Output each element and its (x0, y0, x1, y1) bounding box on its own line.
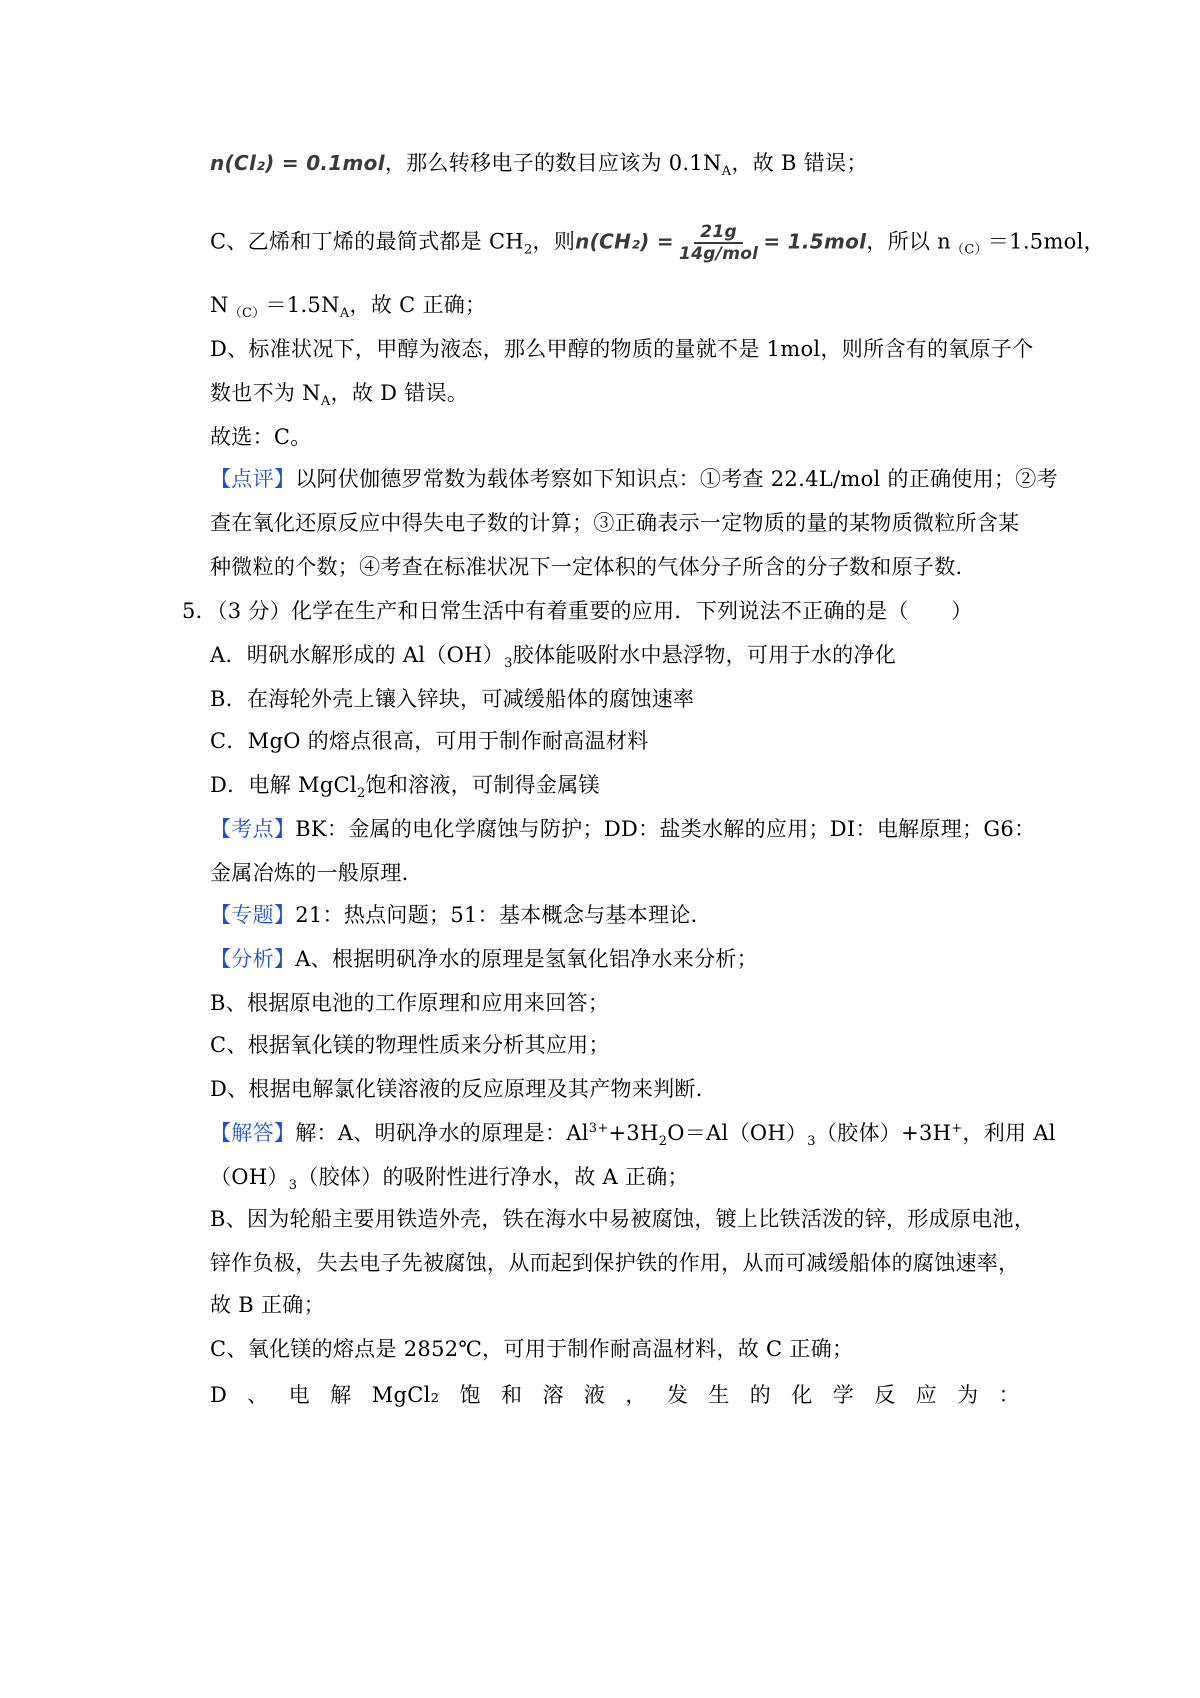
fenxi-line: 【分析】A、根据明矾净水的原理是氢氧化铝净水来分析； (210, 947, 758, 971)
text-line: C、根据氧化镁的物理性质来分析其应用； (210, 1033, 610, 1057)
jieda-line: 【解答】解：A、明矾净水的原理是：$Al^{3+}+3H_2O=Al(OH)_3$（胶体）+3H+，利用 Al (210, 1121, 1056, 1150)
text-line: B、因为轮船主要用铁造外壳，铁在海水中易被腐蚀，镀上比铁活泼的锌，形成原电池， (210, 1207, 1036, 1231)
section-tag: 【考点】 (210, 817, 296, 841)
text-line: $(OH)_3$（胶体）的吸附性进行净水，故 A 正确； (210, 1165, 689, 1194)
text-line: C、氧化镁的熔点是 2852℃，可用于制作耐高温材料，故 C 正确； (210, 1337, 854, 1361)
comment-line: 【点评】以阿伏伽德罗常数为载体考察如下知识点：①考查 22.4L/mol 的正确使用；②考 (210, 467, 1058, 491)
section-tag: 【分析】 (210, 947, 296, 971)
question-title: 5．（3 分）化学在生产和日常生活中有着重要的应用．下列说法不正确的是（ ） (182, 599, 973, 623)
text-line: D、根据电解氯化镁溶液的反应原理及其产物来判断． (210, 1077, 718, 1101)
option-d: D．电解 MgCl$_2$饱和溶液，可制得金属镁 (210, 773, 600, 802)
option-c: C．MgO 的熔点很高，可用于制作耐高温材料 (210, 729, 649, 753)
formula-image: n(Cl₂) = 0.1mol (210, 151, 385, 175)
text-line: 数也不为 $N_A$，故 D 错误。 (210, 381, 469, 410)
zhuanti-line: 【专题】21：热点问题；51：基本概念与基本理论． (210, 903, 712, 927)
text-line: C、乙烯和丁烯的最简式都是 $CH_2$，则n(CH₂) = $\frac{21g}{\text{14g/mol}}$ = 1.5mol，所以 $n_{(C)}=1.5mol$， (210, 222, 1105, 264)
spread-line: D 、 电 解 MgCl₂ 饱 和 溶 液 ， 发 生 的 化 学 反 应 为 ： (210, 1383, 1020, 1407)
kaodian-line: 【考点】BK：金属的电化学腐蚀与防护；DD：盐类水解的应用；DI：电解原理；G6： (210, 817, 1036, 841)
text-line: 种微粒的个数；④考查在标准状况下一定体积的气体分子所含的分子数和原子数． (210, 555, 977, 579)
text-line: $N_{(C)}=1.5N_A$，故 C 正确； (210, 293, 487, 322)
text-line: 故 B 正确； (210, 1293, 325, 1317)
text-line: 锌作负极，失去电子先被腐蚀，从而起到保护铁的作用，从而可减缓船体的腐蚀速率， (210, 1251, 1020, 1275)
option-b: B．在海轮外壳上镶入锌块，可减缓船体的腐蚀速率 (210, 687, 695, 711)
text-line: 查在氧化还原反应中得失电子数的计算；③正确表示一定物质的量的某物质微粒所含某 (210, 511, 1020, 535)
section-tag: 【解答】 (210, 1121, 296, 1145)
section-tag: 【点评】 (210, 467, 296, 491)
formula-image: n(CH₂) = (575, 229, 674, 254)
fraction: $\frac{21g}{\text{14g/mol}}$ (678, 222, 759, 264)
text-line: B、根据原电池的工作原理和应用来回答； (210, 991, 610, 1015)
section-tag: 【专题】 (210, 903, 296, 927)
text-line: D、标准状况下，甲醇为液态，那么甲醇的物质的量就不是 1mol，则所含有的氧原子个 (210, 337, 1034, 361)
text-line: n(Cl₂) = 0.1mol，那么转移电子的数目应该为 $0.1N_A$，故 B 错误； (210, 151, 868, 180)
text-line: 故选：C。 (210, 425, 312, 449)
option-a: A．明矾水解形成的 $Al(OH)_3$胶体能吸附水中悬浮物，可用于水的净化 (210, 643, 897, 672)
text-line: 金属冶炼的一般原理． (210, 861, 423, 885)
